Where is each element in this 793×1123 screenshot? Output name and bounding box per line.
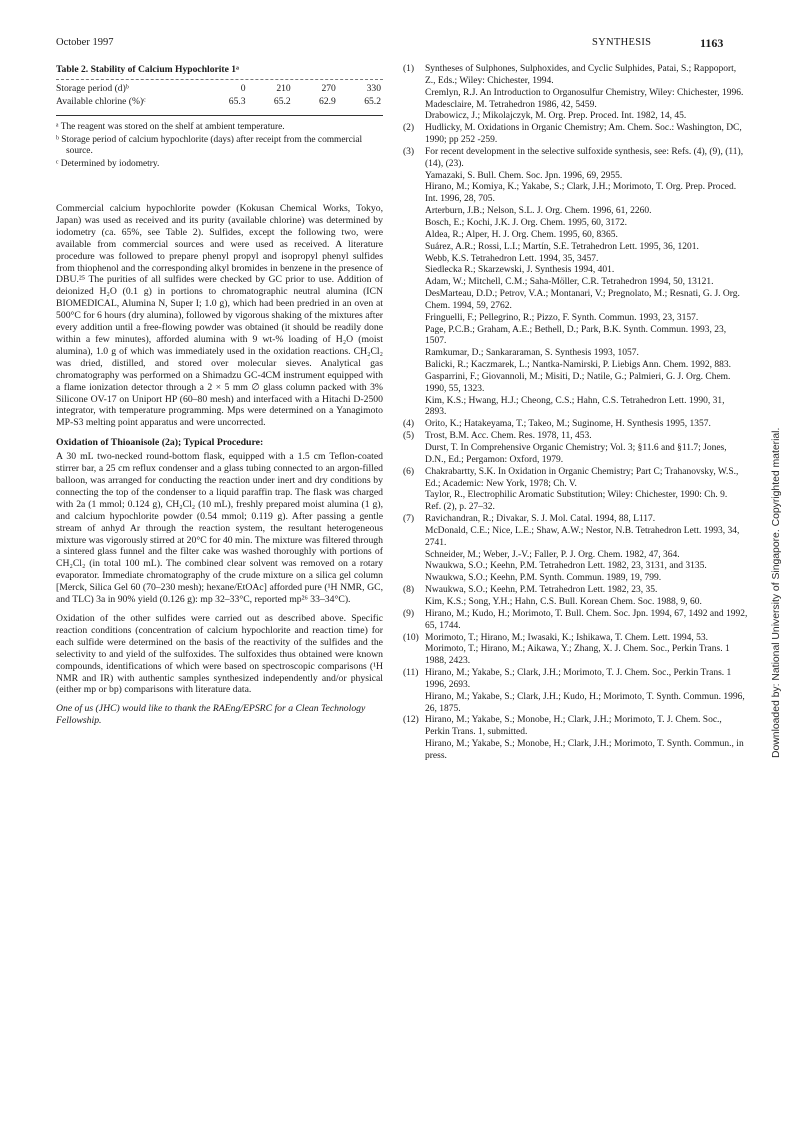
table-top-rule bbox=[56, 79, 383, 80]
reference-citation: DesMarteau, D.D.; Petrov, V.A.; Montanari, V.; Pregnolato, M.; Resnati, G. J. Org. Chem. 1994, 59, 2762. bbox=[425, 289, 740, 311]
reference-citation: Bosch, E.; Kochi, J.K. J. Org. Chem. 1995, 60, 3172. bbox=[425, 217, 627, 228]
reference-citation: Orito, K.; Hatakeyama, T.; Takeo, M.; Suginome, H. Synthesis 1995, 1357. bbox=[425, 419, 711, 430]
procedure-paragraph: A 30 mL two-necked round-bottom flask, equipped with a 1.5 cm Teflon-coated stirrer bar, a 25 cm reflux condenser and a glass tubing connected to an argon-filled balloon, was arranged for conducting the reaction under inert and dry conditions by connecting the top of the condenser to a liquid paraffin trap. The flask was charged with 2a (1 mmol; 0.124 g), CH₂Cl₂ (10 mL), freshly prepared moist alumina (1 g), and calcium hypochlorite powder (0.54 mmol; 0.119 g). After passing a gentle stream of anhyd Ar through the reaction system, the resultant heterogeneous mixture was vigorously stirred at 20°C for 40 min. The mixture was filtered through a sintered glass funnel and the filter cake was washed thoroughly with portions of CH₂Cl₂ (in total 100 mL). The combined clear solvent was removed on a rotary evaporator. Immediate chromatography of the crude mixture on a silica gel column [Merck, Silica Gel 60 (70–230 mesh); hexane/EtOAc] afforded pure (¹H NMR, GC, and TLC) 3a in 90% yield (0.126 g): mp 32–33°C, reported mp²⁶ 33–34°C). bbox=[56, 451, 383, 606]
references-list bbox=[403, 64, 748, 763]
reference-citation: Webb, K.S. Tetrahedron Lett. 1994, 35, 3457. bbox=[425, 253, 599, 264]
table-cell: 65.2 bbox=[364, 96, 381, 107]
reference-number: (3) bbox=[403, 146, 415, 157]
reference-citation: Morimoto, T.; Hirano, M.; Iwasaki, K.; Ishikawa, T. Chem. Lett. 1994, 53. bbox=[425, 632, 708, 643]
reference-number: (4) bbox=[403, 419, 415, 430]
reference-citation: Morimoto, T.; Hirano, M.; Aikawa, Y.; Zhang, X. J. Chem. Soc., Perkin Trans. 1 1988, 2423. bbox=[425, 644, 730, 667]
table-cell: 65.2 bbox=[273, 96, 291, 107]
reference-item bbox=[403, 514, 748, 585]
reference-item bbox=[403, 715, 748, 762]
reference-item bbox=[403, 467, 748, 514]
reference-citation: Ramkumar, D.; Sankararaman, S. Synthesis 1993, 1057. bbox=[425, 348, 639, 359]
reference-citation: Hirano, M.; Yakabe, S.; Clark, J.H.; Morimoto, T. J. Chem. Soc., Perkin Trans. 1 1996, 2693. bbox=[425, 668, 732, 690]
table-title: Table 2. Stability of Calcium Hypochlorite 1ᵃ bbox=[56, 64, 239, 75]
reference-citation: Adam, W.; Mitchell, C.M.; Saha-Möller, C.R. Tetrahedron 1994, 50, 13121. bbox=[425, 277, 714, 288]
table-row-label: Storage period (d)ᵇ bbox=[56, 83, 129, 94]
download-notice-text: Downloaded by: National University of Singapore. Copyrighted material. bbox=[771, 427, 782, 758]
acknowledgement: One of us (JHC) would like to thank the RAEng/EPSRC for a Clean Technology Fellowship. bbox=[56, 703, 366, 727]
reference-citation: Aldea, R.; Alper, H. J. Org. Chem. 1995, 60, 8365. bbox=[425, 229, 618, 240]
reference-citation: Fringuelli, F.; Pellegrino, R.; Pizzo, F. Synth. Commun. 1993, 23, 3157. bbox=[425, 312, 699, 323]
reference-citation: Balicki, R.; Kaczmarek, L.; Nantka-Namirski, P. Liebigs Ann. Chem. 1992, 883. bbox=[425, 360, 732, 371]
stability-table bbox=[56, 64, 383, 170]
reference-citation: Siedlecka R.; Skarzewski, J. Synthesis 1994, 401. bbox=[425, 265, 615, 276]
table-cell: 0 bbox=[240, 83, 246, 94]
reference-citation: Page, P.C.B.; Graham, A.E.; Bethell, D.; Park, B.K. Synth. Commun. 1993, 23, 1507. bbox=[425, 324, 727, 347]
header-journal: SYNTHESIS bbox=[592, 37, 652, 48]
reference-item bbox=[403, 419, 748, 431]
left-column bbox=[56, 64, 383, 727]
table-cell: 210 bbox=[276, 83, 291, 94]
reference-number: (9) bbox=[403, 608, 415, 619]
download-notice bbox=[771, 338, 785, 758]
reference-citation: Chakrabartty, S.K. In Oxidation in Organic Chemistry; Part C; Trahanovsky, W.S., Ed.; Academic: New York, 1978; Ch. V. bbox=[425, 466, 739, 489]
header-date: October 1997 bbox=[56, 37, 114, 48]
reference-citation: Drabowicz, J.; Mikolajczyk, M. Org. Prep. Proced. Int. 1982, 14, 45. bbox=[425, 111, 687, 122]
reference-number: (1) bbox=[403, 64, 415, 74]
reference-citation: Kim, K.S.; Hwang, H.J.; Cheong, C.S.; Hahn, C.S. Tetrahedron Lett. 1990, 31, 2893. bbox=[425, 395, 725, 418]
experimental-paragraph: Commercial calcium hypochlorite powder (Kokusan Chemical Works, Tokyo, Japan) was used as received and its purity (available chlorine) was determined by iodometry (ca. 65%, see Table 2). Sulfides, except the following two, were available from commercial sources and were used as received. A literature procedure was followed to prepare phenyl propyl and isopropyl phenyl sulfides from thiophenol and the corresponding alkyl bromides in benzene in the presence of DBU.²⁵ The purities of all sulfides were checked by GC prior to use. Addition of deionized H₂O (0.1 g) in portions to chromatographic neutral alumina (ICN BIOMEDICAL, Alumina N, Super I; 1.0 g), which had been predried in an oven at 500°C for 6 hours (dry alumina), followed by vigorous shaking of the mixtures after every addition until a free-flowing powder was obtained (it should be readily done within a few minutes), afforded alumina with 9 wt-% loading of H₂O (moist alumina), 1.0 g of which was immediately used in the oxidation reactions. CH₂Cl₂ was dried, distilled, and stored over molecular sieves. Analytical gas chromatography was performed on a Shimadzu GC-4CM instrument equipped with a flame ionization detector through a 2 × 5 mm ∅ glass column packed with 3% Silicone OV-17 on Uniport HP (60–80 mesh) and interfaced with a Hitachi D-2500 integrator, with temperature programming. Mps were determined on a Yanagimoto MP-S3 melting point apparatus and were uncorrected. bbox=[56, 203, 383, 429]
reference-citation: Cremlyn, R.J. An Introduction to Organosulfur Chemistry, Wiley: Chichester, 1996. bbox=[425, 87, 744, 98]
reference-citation: Kim, K.S.; Song, Y.H.; Hahn, C.S. Bull. Korean Chem. Soc. 1988, 9, 60. bbox=[425, 596, 702, 607]
section-heading: Oxidation of Thioanisole (2a); Typical Procedure: bbox=[56, 437, 264, 449]
other-sulfides-paragraph: Oxidation of the other sulfides were carried out as described above. Specific reaction conditions (concentration of calcium hypochlorite and reaction time) for each sulfide were determined on the basis of the reactivity of the sulfides and the selectivity to and yield of the sulfoxides. The sulfoxides thus obtained were known compounds, identifications of which were based on spectroscopic comparisons (¹H NMR and IR) with authentic samples synthesized independently and/or physical (either mp or bp) comparisons with literature data. bbox=[56, 613, 383, 696]
table-footnote: ᵇ Storage period of calcium hypochlorite (days) after receipt from the commercial source. bbox=[56, 134, 363, 156]
table-footnote: ᵃ The reagent was stored on the shelf at ambient temperature. bbox=[56, 122, 285, 132]
reference-citation: Gasparrini, F.; Giovannoli, M.; Misiti, D.; Natile, G.; Palmieri, G. J. Org. Chem. 1990, 55, 1323. bbox=[425, 371, 731, 394]
reference-item bbox=[403, 633, 748, 669]
reference-citation: Arterburn, J.B.; Nelson, S.L. J. Org. Chem. 1996, 61, 2260. bbox=[425, 206, 652, 217]
reference-citation: Syntheses of Sulphones, Sulphoxides, and Cyclic Sulphides, Patai, S.; Rappoport, Z., Eds.; Wiley: Chichester, 1994. bbox=[425, 64, 737, 86]
reference-citation: Durst, T. In Comprehensive Organic Chemistry; Vol. 3; §11.6 and §11.7; Jones, D.N., Ed.; Pergamon: Oxford, 1979. bbox=[425, 443, 727, 465]
table-body bbox=[56, 83, 383, 109]
reference-item bbox=[403, 64, 748, 123]
table-footnote: ᶜ Determined by iodometry. bbox=[56, 158, 160, 169]
reference-citation: Hudlicky, M. Oxidations in Organic Chemistry; Am. Chem. Soc.: Washington, DC, 1990; pp 252 -259. bbox=[425, 123, 742, 146]
reference-number: (7) bbox=[403, 514, 415, 525]
reference-number: (8) bbox=[403, 585, 415, 596]
reference-item bbox=[403, 123, 748, 147]
reference-item bbox=[403, 585, 748, 609]
table-row bbox=[56, 83, 383, 96]
table-row-label: Available chlorine (%)ᶜ bbox=[56, 96, 146, 107]
reference-citation: Nwaukwa, S.O.; Keehn, P.M. Synth. Commun. 1989, 19, 799. bbox=[425, 573, 662, 584]
reference-number: (2) bbox=[403, 123, 415, 134]
reference-citation: Hirano, M.; Yakabe, S.; Monobe, H.; Clark, J.H.; Morimoto, T. J. Chem. Soc., Perkin Trans. 1, submitted. bbox=[425, 715, 722, 738]
reference-citation: Yamazaki, S. Bull. Chem. Soc. Jpn. 1996, 69, 2955. bbox=[425, 170, 623, 181]
reference-citation: For recent development in the selective sulfoxide synthesis, see: Refs. (4), (9), (11), (14), (23). bbox=[425, 146, 744, 169]
reference-number: (6) bbox=[403, 466, 415, 477]
reference-citation: Hirano, M.; Yakabe, S.; Clark, J.H.; Kudo, H.; Morimoto, T. Synth. Commun. 1996, 26, 1875. bbox=[425, 691, 745, 714]
reference-item bbox=[403, 431, 748, 467]
reference-number: (12) bbox=[403, 715, 419, 726]
reference-citation: Ref. (2), p. 27–32. bbox=[425, 502, 495, 513]
table-cell: 270 bbox=[321, 83, 336, 94]
reference-citation: Nwaukwa, S.O.; Keehn, P.M. Tetrahedron Lett. 1982, 23, 35. bbox=[425, 585, 658, 596]
table-row bbox=[56, 96, 383, 109]
table-cell: 62.9 bbox=[319, 96, 336, 107]
reference-number: (5) bbox=[403, 431, 415, 442]
reference-citation: Madesclaire, M. Tetrahedron 1986, 42, 5459. bbox=[425, 99, 597, 110]
reference-citation: Suárez, A.R.; Rossi, L.I.; Martín, S.E. Tetrahedron Lett. 1995, 36, 1201. bbox=[425, 241, 699, 252]
reference-citation: Hirano, M.; Komiya, K.; Yakabe, S.; Clark, J.H.; Morimoto, T. Org. Prep. Proced. Int. 1996, 28, 705. bbox=[425, 182, 737, 205]
header-page-number: 1163 bbox=[700, 36, 724, 50]
reference-citation: Taylor, R., Electrophilic Aromatic Substitution; Wiley: Chichester, 1990: Ch. 9. bbox=[425, 490, 728, 501]
table-bottom-rule bbox=[56, 115, 383, 116]
reference-citation: Hirano, M.; Yakabe, S.; Monobe, H.; Clark, J.H.; Morimoto, T. Synth. Commun., in press. bbox=[425, 739, 744, 761]
reference-citation: Ravichandran, R.; Divakar, S. J. Mol. Catal. 1994, 88, L117. bbox=[425, 514, 656, 525]
reference-citation: Nwaukwa, S.O.; Keehn, P.M. Tetrahedron Lett. 1982, 23, 3131, and 3135. bbox=[425, 561, 707, 572]
reference-citation: Hirano, M.; Kudo, H.; Morimoto, T. Bull. Chem. Soc. Jpn. 1994, 67, 1492 and 1992, 65, 1744. bbox=[425, 608, 748, 631]
reference-item bbox=[403, 147, 748, 419]
reference-citation: McDonald, C.E.; Nice, L.E.; Shaw, A.W.; Nestor, N.B. Tetrahedron Lett. 1993, 34, 2741. bbox=[425, 525, 740, 548]
table-cell: 65.3 bbox=[228, 96, 246, 107]
reference-number: (10) bbox=[403, 632, 419, 643]
reference-citation: Schneider, M.; Weber, J.-V.; Faller, P. J. Org. Chem. 1982, 47, 364. bbox=[425, 549, 680, 560]
table-cell: 330 bbox=[366, 83, 381, 94]
reference-citation: Trost, B.M. Acc. Chem. Res. 1978, 11, 453. bbox=[425, 431, 592, 442]
reference-item bbox=[403, 609, 748, 633]
reference-item bbox=[403, 668, 748, 715]
reference-number: (11) bbox=[403, 668, 419, 679]
